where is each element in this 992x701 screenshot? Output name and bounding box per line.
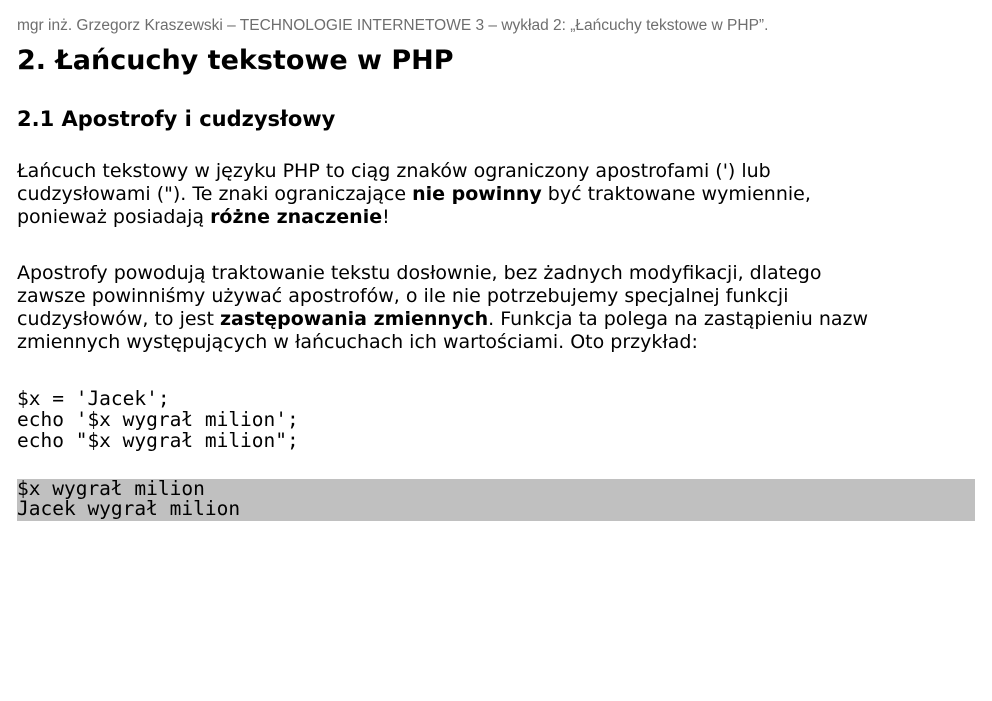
paragraph-apostrophes: [17, 262, 868, 354]
text-segment: być traktowane wymiennie,: [541, 183, 811, 205]
output-line-2: Jacek wygrał milion: [17, 497, 241, 520]
emphasis-text: zastępowania zmiennych: [219, 308, 489, 330]
paragraph-intro-line-1: Łańcuch tekstowy w języku PHP to ciąg znaków ograniczony apostrofami (') lub: [17, 160, 771, 182]
code-line-3: echo "$x wygrał milion";: [17, 429, 299, 452]
output-line-1: $x wygrał milion: [17, 477, 205, 500]
chapter-title: 2. Łańcuchy tekstowe w PHP: [17, 45, 454, 76]
code-example: [17, 388, 299, 451]
emphasis-text: nie powinny: [412, 183, 542, 205]
paragraph-apostrophes-line-2: zawsze powinniśmy używać apostrofów, o ile nie potrzebujemy specjalnej funkcji: [17, 285, 789, 307]
code-line-2: echo '$x wygrał milion';: [17, 408, 299, 431]
text-segment: cudzysłowami ("). Te znaki ograniczające: [17, 183, 413, 205]
paragraph-apostrophes-line-1: Apostrofy powodują traktowanie tekstu dosłownie, bez żadnych modyfikacji, dlatego: [17, 262, 822, 284]
running-header: mgr inż. Grzegorz Kraszewski – TECHNOLOGIE INTERNETOWE 3 – wykład 2: „Łańcuchy tekstowe w PHP”.: [17, 17, 769, 34]
paragraph-apostrophes-line-4: zmiennych występujących w łańcuchach ich wartościami. Oto przykład:: [17, 331, 698, 353]
text-segment: ponieważ posiadają: [17, 206, 211, 228]
section-title: 2.1 Apostrofy i cudzysłowy: [17, 107, 336, 131]
code-output: [17, 479, 975, 521]
code-line-1: $x = 'Jacek';: [17, 387, 170, 410]
paragraph-intro: [17, 160, 811, 229]
emphasis-text: różne znaczenie: [210, 206, 383, 228]
text-segment: cudzysłowów, to jest: [17, 308, 220, 330]
text-segment: !: [382, 206, 390, 228]
paragraph-apostrophes-line-3: [17, 308, 868, 331]
paragraph-intro-line-3: [17, 206, 811, 229]
text-segment: . Funkcja ta polega na zastąpieniu nazw: [488, 308, 869, 330]
paragraph-intro-line-2: [17, 183, 811, 206]
